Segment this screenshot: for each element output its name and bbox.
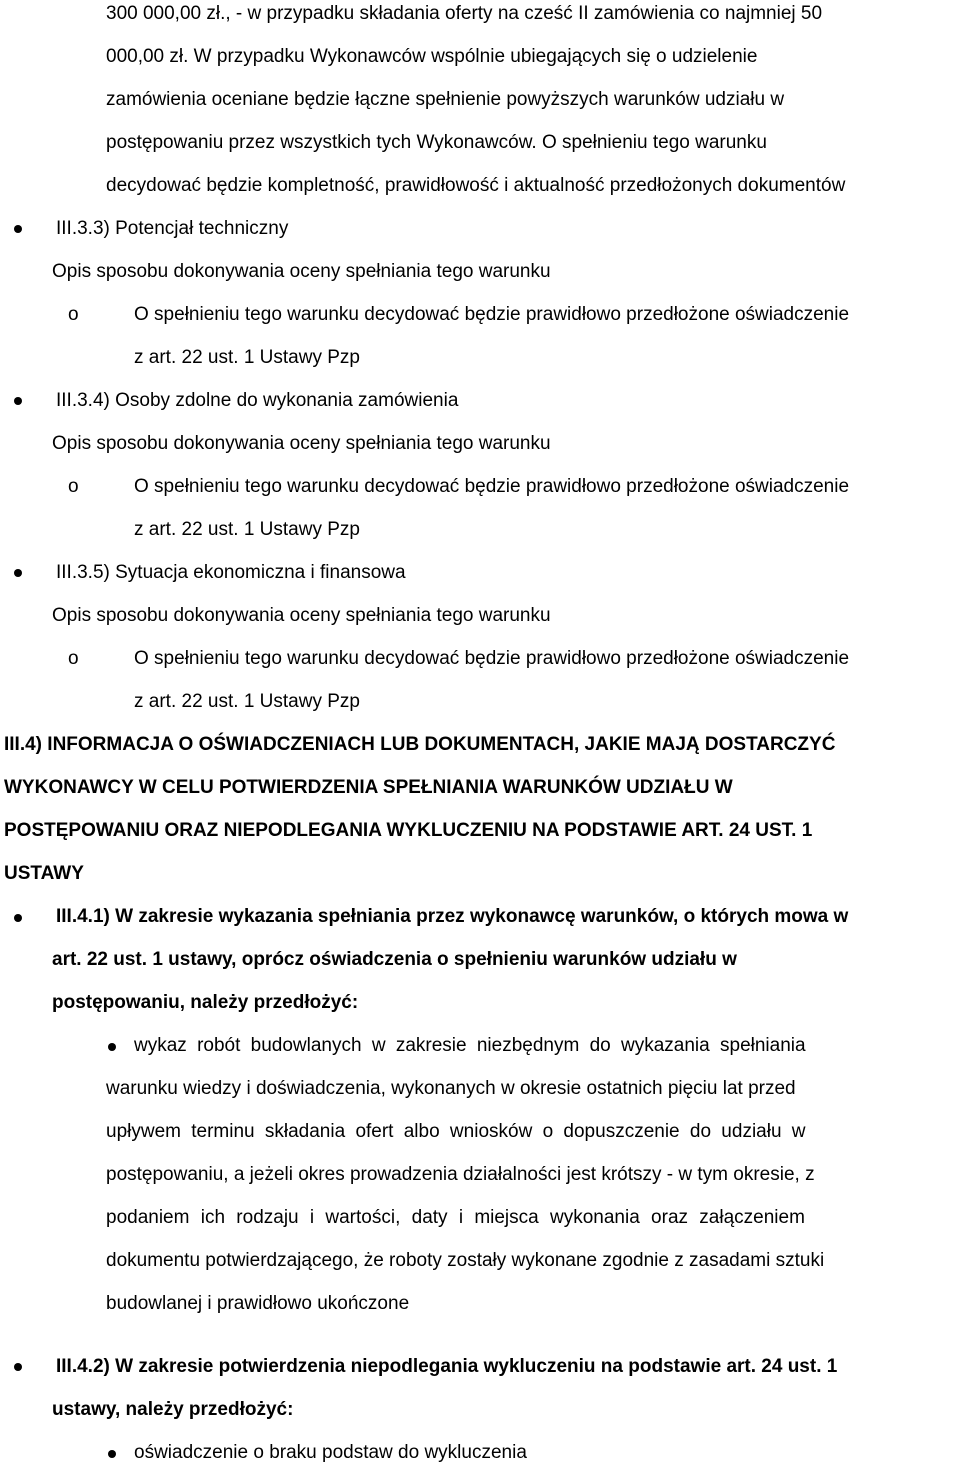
works-list-text: wykaz robót budowlanych w zakresie niezbędnym do wykazania spełniania: [134, 1035, 806, 1056]
condition-text-cont: z art. 22 ust. 1 Ustawy Pzp: [134, 347, 360, 368]
assessment-description: Opis sposobu dokonywania oceny spełniania tego warunku: [52, 261, 551, 282]
subsection-iii41-line-2: art. 22 ust. 1 ustawy, oprócz oświadczenia o spełnieniu warunków udziału w: [52, 949, 737, 970]
subsection-iii41-line-1: III.4.1) W zakresie wykazania spełniania przez wykonawcę warunków, o których mowa w: [56, 906, 849, 927]
intro-line-5: decydować będzie kompletność, prawidłowość i aktualność przedłożonych dokumentów: [106, 175, 846, 196]
section-iii4-heading-line-3: POSTĘPOWANIU ORAZ NIEPODLEGANIA WYKLUCZENIU NA PODSTAWIE ART. 24 UST. 1: [4, 820, 813, 841]
condition-text-cont: z art. 22 ust. 1 Ustawy Pzp: [134, 691, 360, 712]
bullet-dot: [14, 569, 22, 577]
section-heading: III.3.4) Osoby zdolne do wykonania zamówienia: [56, 390, 459, 411]
declaration-item: oświadczenie o braku podstaw do wykluczenia: [134, 1442, 527, 1463]
bullet-dot: [108, 1450, 116, 1458]
circle-bullet: o: [68, 648, 79, 669]
works-list-item-line-6: dokumentu potwierdzającego, że roboty zostały wykonane zgodnie z zasadami sztuki: [106, 1250, 825, 1271]
works-list-item-line-7: budowlanej i prawidłowo ukończone: [106, 1293, 410, 1314]
intro-line-2: 000,00 zł. W przypadku Wykonawców wspólnie ubiegających się o udzielenie: [106, 46, 758, 67]
intro-line-3: zamówienia oceniane będzie łączne spełnienie powyższych warunków udziału w: [106, 89, 785, 110]
bullet-dot: [14, 397, 22, 405]
section-iii4-heading-line-4: USTAWY: [4, 863, 84, 884]
works-list-item-line-5: podaniem ich rodzaju i wartości, daty i miejsca wykonania oraz załączeniem: [106, 1207, 805, 1228]
subsection-iii42-line-1: III.4.2) W zakresie potwierdzenia niepodlegania wykluczeniu na podstawie art. 24 ust. 1: [56, 1356, 838, 1377]
bullet-dot: [108, 1043, 116, 1051]
subsection-iii42-line-2: ustawy, należy przedłożyć:: [52, 1399, 294, 1420]
works-list-item-line-2: warunku wiedzy i doświadczenia, wykonanych w okresie ostatnich pięciu lat przed: [106, 1078, 796, 1099]
intro-line-1: 300 000,00 zł., - w przypadku składania oferty na cześć II zamówienia co najmniej 50: [106, 3, 823, 24]
circle-bullet: o: [68, 476, 79, 497]
condition-text: O spełnieniu tego warunku decydować będzie prawidłowo przedłożone oświadczenie: [134, 648, 850, 669]
bullet-dot: [14, 225, 22, 233]
circle-bullet: o: [68, 304, 79, 325]
works-list-item-line-3: upływem terminu składania ofert albo wniosków o dopuszczenie do udziału w: [106, 1121, 806, 1142]
condition-text-cont: z art. 22 ust. 1 Ustawy Pzp: [134, 519, 360, 540]
subsection-iii41-line-3: postępowaniu, należy przedłożyć:: [52, 992, 359, 1013]
condition-text: O spełnieniu tego warunku decydować będzie prawidłowo przedłożone oświadczenie: [134, 476, 850, 497]
assessment-description: Opis sposobu dokonywania oceny spełniania tego warunku: [52, 433, 551, 454]
section-heading: III.3.5) Sytuacja ekonomiczna i finansowa: [56, 562, 406, 583]
section-iii4-heading-line-2: WYKONAWCY W CELU POTWIERDZENIA SPEŁNIANIA WARUNKÓW UDZIAŁU W: [4, 777, 733, 798]
condition-text: O spełnieniu tego warunku decydować będzie prawidłowo przedłożone oświadczenie: [134, 304, 850, 325]
section-iii4-heading-line-1: III.4) INFORMACJA O OŚWIADCZENIACH LUB DOKUMENTACH, JAKIE MAJĄ DOSTARCZYĆ: [4, 734, 836, 755]
section-heading: III.3.3) Potencjał techniczny: [56, 218, 289, 239]
works-list-item-line-4: postępowaniu, a jeżeli okres prowadzenia działalności jest krótszy - w tym okresie, z: [106, 1164, 815, 1185]
bullet-dot: [14, 1363, 22, 1371]
intro-line-4: postępowaniu przez wszystkich tych Wykonawców. O spełnieniu tego warunku: [106, 132, 767, 153]
assessment-description: Opis sposobu dokonywania oceny spełniania tego warunku: [52, 605, 551, 626]
bullet-dot: [14, 914, 22, 922]
works-list-item-line-1: [134, 1036, 924, 1055]
